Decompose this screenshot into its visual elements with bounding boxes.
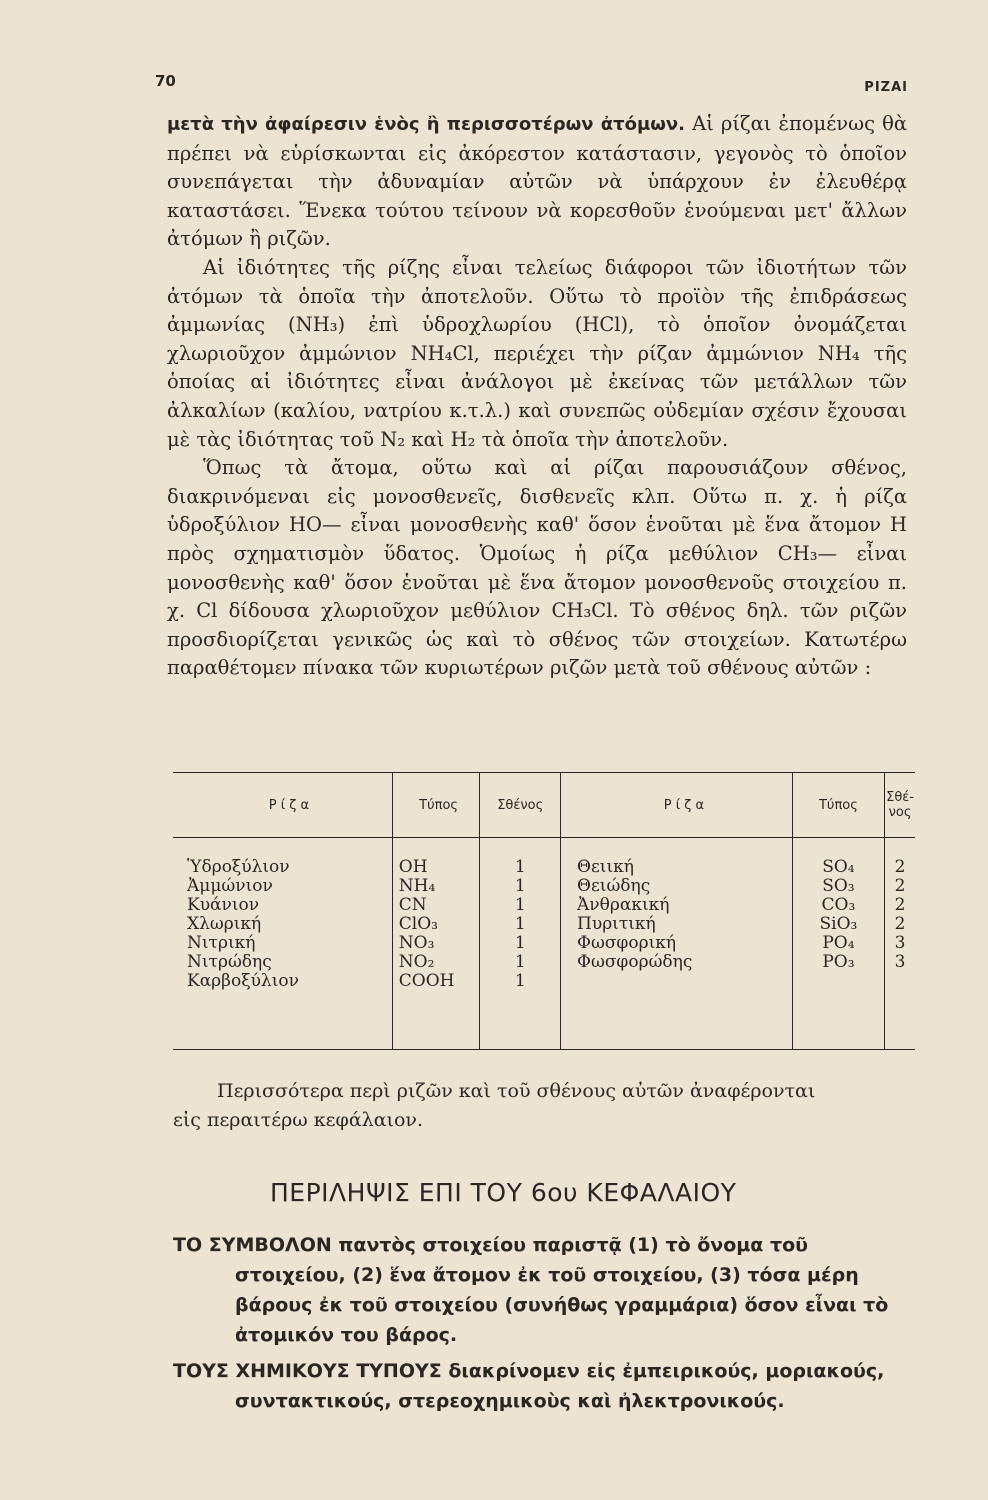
left-valence: 1 — [514, 876, 526, 896]
header-valence-left: Σθένος — [480, 773, 561, 838]
right-formula: SO₄ — [822, 857, 855, 877]
left-name: Νιτρώδης — [187, 952, 272, 972]
left-valence: 1 — [514, 895, 526, 915]
header-radical-right: Ρ ί ζ α — [561, 773, 793, 838]
header-formula-right: Τύπος — [792, 773, 884, 838]
left-formula: COOH — [398, 971, 455, 991]
left-formula: NO₃ — [398, 933, 435, 953]
left-name: Χλωρική — [187, 914, 262, 934]
right-valence: 3 — [894, 933, 906, 953]
radicals-table — [173, 772, 915, 1052]
left-valence: 1 — [514, 952, 526, 972]
right-formula: PO₃ — [822, 952, 855, 972]
left-formula: NO₂ — [398, 952, 435, 972]
left-name: Καρβοξύλιον — [187, 971, 299, 991]
right-valence: 2 — [894, 857, 906, 877]
right-formula: SiO₃ — [819, 914, 858, 934]
right-name: Φωσφορώδης — [577, 952, 693, 972]
left-valence: 1 — [514, 971, 526, 991]
left-formula: NH₄ — [398, 876, 436, 896]
left-valences-cell — [480, 838, 561, 1050]
left-formulas-cell — [392, 838, 480, 1050]
note-line-2: εἰς περαιτέρω κεφάλαιον. — [173, 1109, 424, 1131]
left-name: Ὑδροξύλιον — [187, 857, 290, 877]
header-radical-left: Ρ ί ζ α — [173, 773, 392, 838]
right-valence: 3 — [894, 952, 906, 972]
header-valence-right: Σθέ-νος — [885, 773, 915, 838]
right-formula: SO₃ — [822, 876, 855, 896]
left-formula: ClO₃ — [398, 914, 438, 934]
note-line-1: Περισσότερα περὶ ριζῶν καὶ τοῦ σθένους αὐτῶν ἀναφέρονται — [217, 1080, 816, 1102]
summary-list — [173, 1230, 925, 1422]
left-valence: 1 — [514, 933, 526, 953]
right-valence: 2 — [894, 895, 906, 915]
right-name: Ἀνθρακική — [577, 895, 670, 915]
right-valences-cell — [885, 838, 915, 1050]
right-formula: PO₄ — [822, 933, 855, 953]
left-valence: 1 — [514, 914, 526, 934]
paragraph-2: Αἱ ἰδιότητες τῆς ρίζης εἶναι τελείως διάφοροι τῶν ἰδιοτήτων τῶν ἀτόμων τὰ ὁποῖα τὴν ἀποτελοῦν. Οὕτω τὸ προϊὸν τῆς ἐπιδράσεως ἀμμωνίας (NH₃) ἐπὶ ὑδροχλωρίου (HCl), τὸ ὁποῖον ὀνομάζεται χλωριοῦχον ἀμμώνιον NH₄Cl, περιέχει τὴν ρίζαν ἀμμώνιον NH₄ τῆς ὁποίας αἱ ἰδιότητες εἶναι ἀνάλογοι μὲ ἐκείνας τῶν μετάλλων τῶν ἀλκαλίων (καλίου, νατρίου κ.τ.λ.) καὶ συνεπῶς οὐδεμίαν σχέσιν ἔχουσαι μὲ τὰς ἰδιότητας τοῦ N₂ καὶ H₂ τὰ ὁποῖα τὴν ἀποτελοῦν. — [167, 255, 907, 451]
paragraph-1 — [167, 110, 907, 254]
left-name: Ἀμμώνιον — [187, 876, 273, 896]
summary-item-symbol: ΤΟ ΣΥΜΒΟΛΟΝ παντὸς στοιχείου παριστᾷ (1) τὸ ὄνομα τοῦ στοιχείου, (2) ἕνα ἄτομον ἐκ τοῦ στοιχείου, (3) τόσα μέρη βάρους ἐκ τοῦ στοιχείου (συνήθως γραμμάρια) ὅσον εἶναι τὸ ἀτομικόν του βάρος. — [173, 1234, 889, 1346]
left-name: Κυάνιον — [187, 895, 260, 915]
left-formula: CN — [398, 895, 427, 915]
right-formulas-cell — [792, 838, 884, 1050]
running-head: ΡΙΖΑΙ — [864, 80, 908, 95]
paragraph-1-lead: μετὰ τὴν ἀφαίρεσιν ἑνὸς ἢ περισσοτέρων ἀτόμων. — [167, 114, 685, 135]
right-name: Φωσφορική — [577, 933, 677, 953]
left-valence: 1 — [514, 857, 526, 877]
paragraph-3: Ὅπως τὰ ἄτομα, οὕτω καὶ αἱ ρίζαι παρουσιάζουν σθένος, διακρινόμεναι εἰς μονοσθενεῖς, δισθενεῖς κλπ. Οὕτω π. χ. ἡ ρίζα ὑδροξύλιον HO— εἶναι μονοσθενὴς καθ' ὅσον ἑνοῦται μὲ ἕνα ἄτομον H πρὸς σχηματισμὸν ὕδατος. Ὁμοίως ἡ ρίζα μεθύλιον CH₃— εἶναι μονοσθενὴς καθ' ὅσον ἑνοῦται μὲ ἕνα ἄτομον μονοσθενοῦς στοιχείου π. χ. Cl δίδουσα χλωριοῦχον μεθύλιον CH₃Cl. Τὸ σθένος δηλ. τῶν ριζῶν προσδιορίζεται γενικῶς ὡς καὶ τὸ σθένος τῶν στοιχείων. Κατωτέρω παραθέτομεν πίνακα τῶν κυριωτέρων ριζῶν μετὰ τοῦ σθένους αὐτῶν : — [167, 456, 907, 680]
header-formula-left: Τύπος — [392, 773, 480, 838]
right-name: Πυριτική — [577, 914, 656, 934]
right-formula: CO₃ — [821, 895, 856, 915]
paragraph-1-text: Αἱ ρίζαι ἐπομένως θὰ πρέπει νὰ εὑρίσκωνται εἰς ἀκόρεστον κατάστασιν, γεγονὸς τὸ ὁποῖον συνεπάγεται τὴν ἀδυναμίαν αὐτῶν νὰ ὑπάρχουν ἐν ἐλευθέρᾳ καταστάσει. Ἕνεκα τούτου τείνουν νὰ κορεσθοῦν ἑνούμεναι μετ' ἄλλων ἀτόμων ἢ ριζῶν. — [167, 112, 908, 251]
right-name: Θειώδης — [577, 876, 651, 896]
right-names-cell — [561, 838, 793, 1050]
left-name: Νιτρική — [187, 933, 256, 953]
right-valence: 2 — [894, 876, 906, 896]
right-name: Θειική — [577, 857, 634, 877]
body-text — [167, 110, 907, 683]
summary-heading: ΠΕΡΙΛΗΨΙΣ ΕΠΙ ΤΟΥ 6ου ΚΕΦΑΛΑΙΟΥ — [270, 1178, 737, 1207]
summary-item-formulas: ΤΟΥΣ ΧΗΜΙΚΟΥΣ ΤΥΠΟΥΣ διακρίνομεν εἰς ἐμπειρικούς, μοριακούς, συντακτικούς, στερεοχημικοὺς καὶ ἠλεκτρονικούς. — [173, 1360, 885, 1412]
right-valence: 2 — [894, 914, 906, 934]
left-formula: OH — [398, 857, 428, 877]
left-names-cell — [173, 838, 392, 1050]
page-number: 70 — [155, 72, 176, 90]
